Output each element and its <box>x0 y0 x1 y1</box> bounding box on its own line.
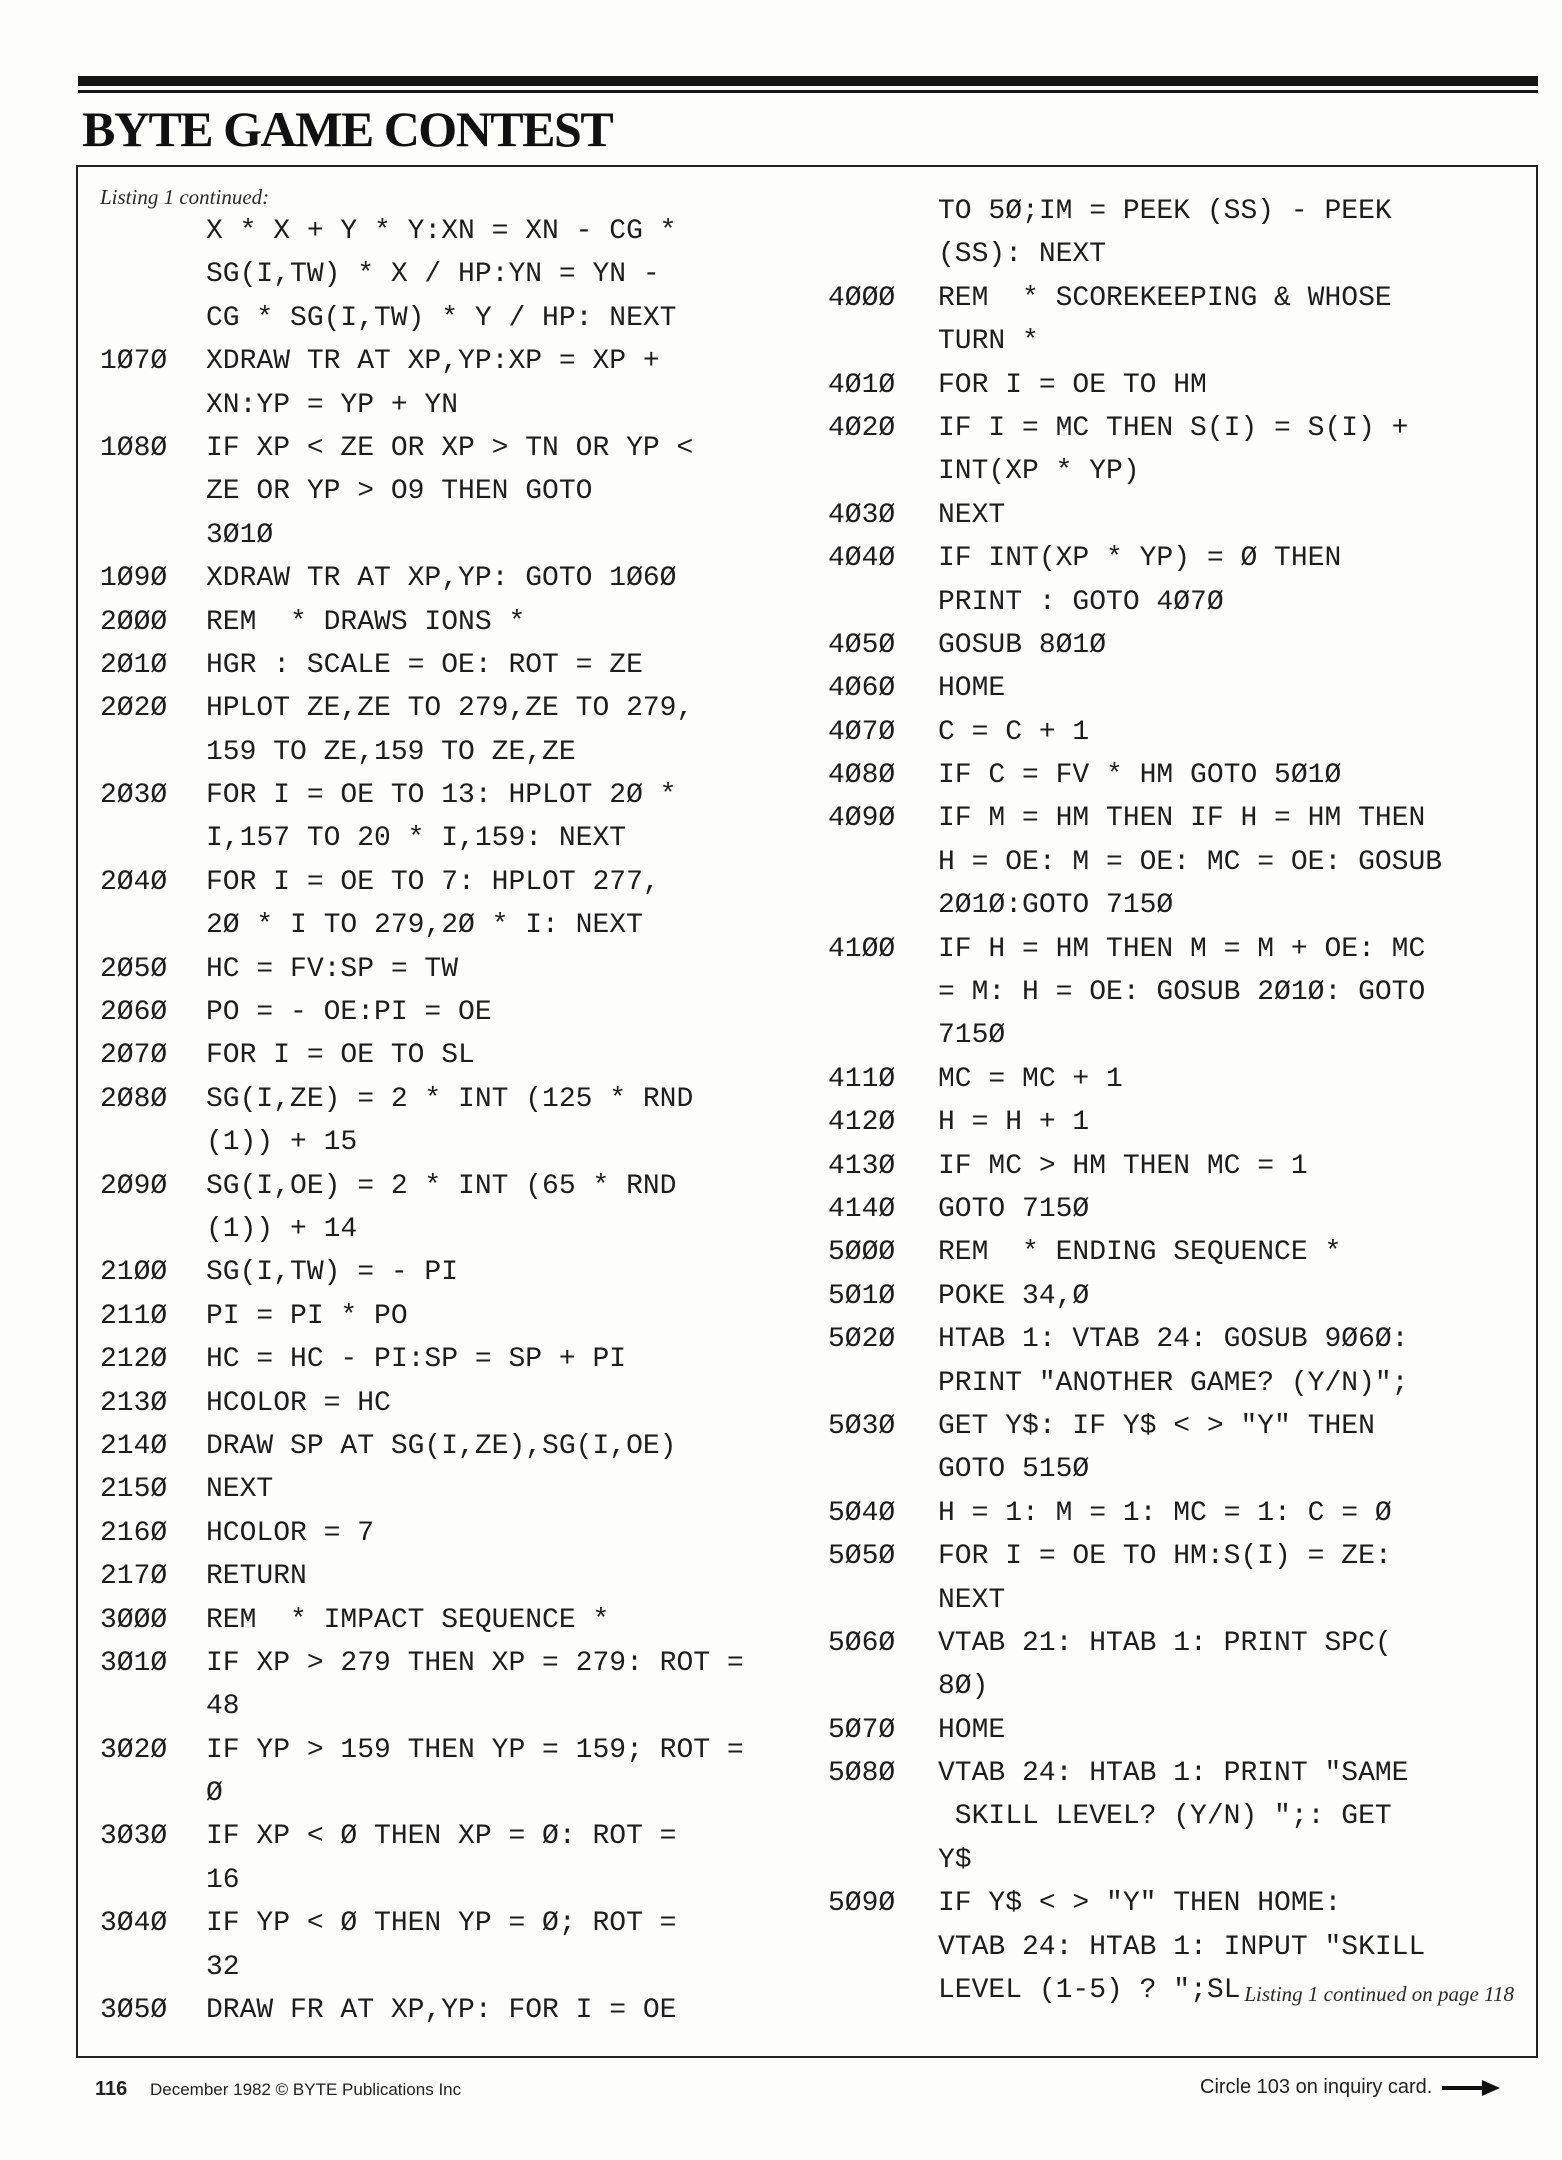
line-number: 2Ø6Ø <box>100 997 168 1029</box>
code-line <box>828 667 1508 710</box>
inquiry-note <box>1200 2076 1500 2099</box>
code-line <box>828 1665 1508 1708</box>
code-line <box>100 384 780 427</box>
code-text: (SS): NEXT <box>938 239 1107 271</box>
code-line <box>828 1752 1508 1795</box>
code-text: H = 1: M = 1: MC = 1: C = Ø <box>938 1497 1392 1529</box>
code-text: INT(XP * YP) <box>938 456 1140 488</box>
code-text: 48 <box>206 1691 240 1723</box>
code-text: HC = FV:SP = TW <box>206 953 459 985</box>
line-number: 413Ø <box>828 1150 896 1182</box>
code-line <box>828 1188 1508 1231</box>
code-line <box>828 581 1508 624</box>
code-text: SG(I,ZE) = 2 * INT (125 * RND <box>206 1083 694 1115</box>
code-line <box>828 1709 1508 1752</box>
code-line <box>100 774 780 817</box>
code-text: NEXT <box>206 1474 274 1506</box>
code-text: 3Ø1Ø <box>206 519 274 551</box>
line-number: 2Ø3Ø <box>100 780 168 812</box>
line-number: 5Ø1Ø <box>828 1280 896 1312</box>
code-line <box>828 971 1508 1014</box>
code-text: IF INT(XP * YP) = Ø THEN <box>938 543 1342 575</box>
code-line <box>100 470 780 513</box>
code-line <box>100 210 780 253</box>
code-text: DRAW SP AT SG(I,ZE),SG(I,OE) <box>206 1430 677 1462</box>
code-line <box>100 1382 780 1425</box>
code-text: IF M = HM THEN IF H = HM THEN <box>938 803 1426 835</box>
code-text: 8Ø) <box>938 1671 989 1703</box>
code-text: HCOLOR = 7 <box>206 1517 375 1549</box>
line-number: 4Ø4Ø <box>828 543 896 575</box>
code-line <box>100 1642 780 1685</box>
code-text: IF C = FV * HM GOTO 5Ø1Ø <box>938 760 1342 792</box>
code-text: VTAB 24: HTAB 1: PRINT "SAME <box>938 1758 1409 1790</box>
line-number: 3Ø3Ø <box>100 1821 168 1853</box>
code-text: FOR I = OE TO HM:S(I) = ZE: <box>938 1541 1392 1573</box>
code-line <box>828 711 1508 754</box>
line-number: 214Ø <box>100 1430 168 1462</box>
line-number: 5Ø5Ø <box>828 1541 896 1573</box>
code-line <box>828 1275 1508 1318</box>
code-text: HC = HC - PI:SP = SP + PI <box>206 1344 627 1376</box>
code-text: MC = MC + 1 <box>938 1063 1123 1095</box>
code-line <box>100 557 780 600</box>
line-number: 4Ø1Ø <box>828 369 896 401</box>
line-number: 4Ø3Ø <box>828 499 896 531</box>
code-line <box>828 1058 1508 1101</box>
code-line <box>100 1859 780 1902</box>
code-text: PO = - OE:PI = OE <box>206 997 492 1029</box>
line-number: 41ØØ <box>828 933 896 965</box>
code-line <box>100 1902 780 1945</box>
code-text: IF XP < ZE OR XP > TN OR YP < <box>206 432 694 464</box>
code-line <box>100 253 780 296</box>
listing-column-left <box>100 210 780 2032</box>
code-line <box>100 817 780 860</box>
listing-label: Listing 1 continued: <box>100 185 270 209</box>
code-line <box>100 644 780 687</box>
code-line <box>100 1815 780 1858</box>
code-text: CG * SG(I,TW) * Y / HP: NEXT <box>206 302 677 334</box>
code-text: IF H = HM THEN M = M + OE: MC <box>938 933 1426 965</box>
code-text: NEXT <box>938 499 1006 531</box>
code-line <box>100 1599 780 1642</box>
code-text: REM * SCOREKEEPING & WHOSE <box>938 282 1392 314</box>
code-line <box>828 1882 1508 1925</box>
code-text: ZE OR YP > O9 THEN GOTO <box>206 476 593 508</box>
line-number: 212Ø <box>100 1344 168 1376</box>
code-text: HOME <box>938 1714 1006 1746</box>
code-text: Y$ <box>938 1844 972 1876</box>
code-text: VTAB 24: HTAB 1: INPUT "SKILL <box>938 1931 1426 1963</box>
code-text: 159 TO ZE,159 TO ZE,ZE <box>206 736 576 768</box>
code-line <box>100 1555 780 1598</box>
code-text: LEVEL (1-5) ? ";SL <box>938 1975 1241 2007</box>
code-line <box>828 928 1508 971</box>
code-text: (1)) + 14 <box>206 1213 358 1245</box>
code-line <box>100 1338 780 1381</box>
code-line <box>828 1231 1508 1274</box>
code-text: 2Ø1Ø:GOTO 715Ø <box>938 890 1174 922</box>
code-line <box>828 797 1508 840</box>
line-number: 4Ø9Ø <box>828 803 896 835</box>
code-text: NEXT <box>938 1584 1006 1616</box>
line-number: 5ØØØ <box>828 1237 896 1269</box>
code-line <box>100 1295 780 1338</box>
inquiry-text: Circle 103 on inquiry card. <box>1200 2076 1433 2098</box>
code-text: GET Y$: IF Y$ < > "Y" THEN <box>938 1410 1375 1442</box>
code-line <box>828 1145 1508 1188</box>
code-line <box>828 1839 1508 1882</box>
code-text: 32 <box>206 1951 240 1983</box>
code-line <box>828 320 1508 363</box>
line-number: 4Ø6Ø <box>828 673 896 705</box>
line-number: 215Ø <box>100 1474 168 1506</box>
line-number: 2Ø9Ø <box>100 1170 168 1202</box>
line-number: 3ØØØ <box>100 1604 168 1636</box>
line-number: 5Ø2Ø <box>828 1324 896 1356</box>
code-text: SKILL LEVEL? (Y/N) ";: GET <box>938 1801 1392 1833</box>
code-text: SG(I,TW) = - PI <box>206 1257 459 1289</box>
code-text: IF XP < Ø THEN XP = Ø: ROT = <box>206 1821 677 1853</box>
line-number: 5Ø6Ø <box>828 1627 896 1659</box>
line-number: 216Ø <box>100 1517 168 1549</box>
line-number: 3Ø1Ø <box>100 1647 168 1679</box>
code-line <box>100 427 780 470</box>
code-text: TURN * <box>938 326 1039 358</box>
line-number: 4Ø5Ø <box>828 629 896 661</box>
code-text: FOR I = OE TO 13: HPLOT 2Ø * <box>206 780 677 812</box>
code-line <box>828 754 1508 797</box>
code-text: IF YP > 159 THEN YP = 159; ROT = <box>206 1734 744 1766</box>
code-text: C = C + 1 <box>938 716 1090 748</box>
line-number: 4Ø2Ø <box>828 412 896 444</box>
code-text: PRINT : GOTO 4Ø7Ø <box>938 586 1224 618</box>
code-line <box>828 537 1508 580</box>
code-text: IF YP < Ø THEN YP = Ø; ROT = <box>206 1908 677 1940</box>
code-line <box>828 407 1508 450</box>
code-text: XDRAW TR AT XP,YP: GOTO 1Ø6Ø <box>206 563 677 595</box>
publication-line: December 1982 © BYTE Publications Inc <box>150 2080 462 2099</box>
code-line <box>100 297 780 340</box>
code-line <box>828 1014 1508 1057</box>
code-line <box>100 1729 780 1772</box>
line-number: 1Ø7Ø <box>100 346 168 378</box>
code-line <box>828 1579 1508 1622</box>
code-line <box>100 1772 780 1815</box>
line-number: 3Ø2Ø <box>100 1734 168 1766</box>
code-text: HGR : SCALE = OE: ROT = ZE <box>206 649 643 681</box>
code-line <box>828 1101 1508 1144</box>
code-line <box>828 1405 1508 1448</box>
code-line <box>828 1448 1508 1491</box>
code-text: HTAB 1: VTAB 24: GOSUB 9Ø6Ø: <box>938 1324 1409 1356</box>
line-number: 412Ø <box>828 1107 896 1139</box>
code-text: IF I = MC THEN S(I) = S(I) + <box>938 412 1409 444</box>
code-line <box>828 1926 1508 1969</box>
code-text: HCOLOR = HC <box>206 1387 391 1419</box>
code-line <box>100 1078 780 1121</box>
code-text: = M: H = OE: GOSUB 2Ø1Ø: GOTO <box>938 977 1426 1009</box>
code-text: 2Ø * I TO 279,2Ø * I: NEXT <box>206 910 643 942</box>
line-number: 4ØØØ <box>828 282 896 314</box>
header-rule-thick <box>78 76 1538 86</box>
line-number: 2Ø8Ø <box>100 1083 168 1115</box>
code-line <box>100 1946 780 1989</box>
code-text: X * X + Y * Y:XN = XN - CG * <box>206 216 677 247</box>
code-line <box>100 1208 780 1251</box>
line-number: 5Ø8Ø <box>828 1758 896 1790</box>
line-number: 5Ø4Ø <box>828 1497 896 1529</box>
header-rule-thin <box>78 90 1538 93</box>
line-number: 21ØØ <box>100 1257 168 1289</box>
code-text: I,157 TO 20 * I,159: NEXT <box>206 823 627 855</box>
code-text: PI = PI * PO <box>206 1300 408 1332</box>
code-text: GOTO 715Ø <box>938 1193 1090 1225</box>
code-text: IF Y$ < > "Y" THEN HOME: <box>938 1888 1342 1920</box>
line-number: 2Ø1Ø <box>100 649 168 681</box>
line-number: 1Ø8Ø <box>100 432 168 464</box>
code-line <box>828 494 1508 537</box>
code-text: FOR I = OE TO 7: HPLOT 277, <box>206 866 660 898</box>
code-line <box>828 841 1508 884</box>
line-number: 2Ø7Ø <box>100 1040 168 1072</box>
line-number: 4Ø8Ø <box>828 760 896 792</box>
code-text: IF MC > HM THEN MC = 1 <box>938 1150 1308 1182</box>
code-line <box>100 514 780 557</box>
code-line <box>828 1318 1508 1361</box>
continued-note: Listing 1 continued on page 118 <box>1244 1982 1514 2006</box>
line-number: 5Ø9Ø <box>828 1888 896 1920</box>
code-line <box>828 364 1508 407</box>
code-text: TO 5Ø;IM = PEEK (SS) - PEEK <box>938 196 1392 227</box>
code-line <box>100 1512 780 1555</box>
code-line <box>828 884 1508 927</box>
code-text: REM * ENDING SEQUENCE * <box>938 1237 1342 1269</box>
line-number: 213Ø <box>100 1387 168 1419</box>
listing-column-right <box>828 190 1508 2012</box>
code-line <box>828 1795 1508 1838</box>
code-line <box>100 340 780 383</box>
code-line <box>828 450 1508 493</box>
line-number: 2Ø5Ø <box>100 953 168 985</box>
code-line <box>100 601 780 644</box>
line-number: 217Ø <box>100 1561 168 1593</box>
page-number: 116 <box>95 2078 128 2100</box>
line-number: 3Ø4Ø <box>100 1908 168 1940</box>
code-text: 715Ø <box>938 1020 1006 1052</box>
code-text: SG(I,TW) * X / HP:YN = YN - <box>206 259 660 291</box>
code-text: XDRAW TR AT XP,YP:XP = XP + <box>206 346 660 378</box>
code-text: XN:YP = YP + YN <box>206 389 459 421</box>
code-line <box>100 948 780 991</box>
code-text: H = OE: M = OE: MC = OE: GOSUB <box>938 846 1443 878</box>
code-line <box>100 1468 780 1511</box>
code-line <box>828 1622 1508 1665</box>
code-line <box>100 991 780 1034</box>
code-line <box>828 190 1508 233</box>
code-line <box>100 904 780 947</box>
code-text: 16 <box>206 1864 240 1896</box>
code-text: DRAW FR AT XP,YP: FOR I = OE <box>206 1995 677 2027</box>
code-line <box>828 624 1508 667</box>
code-text: REM * IMPACT SEQUENCE * <box>206 1604 610 1636</box>
code-line <box>100 731 780 774</box>
line-number: 1Ø9Ø <box>100 563 168 595</box>
line-number: 4Ø7Ø <box>828 716 896 748</box>
code-text: REM * DRAWS IONS * <box>206 606 526 638</box>
code-text: SG(I,OE) = 2 * INT (65 * RND <box>206 1170 677 1202</box>
code-line <box>100 1989 780 2032</box>
code-text: H = H + 1 <box>938 1107 1090 1139</box>
code-line <box>828 1362 1508 1405</box>
code-text: FOR I = OE TO SL <box>206 1040 475 1072</box>
code-line <box>828 277 1508 320</box>
code-text: POKE 34,Ø <box>938 1280 1090 1312</box>
code-text: GOTO 515Ø <box>938 1454 1090 1486</box>
code-text: HPLOT ZE,ZE TO 279,ZE TO 279, <box>206 693 694 725</box>
code-text: HOME <box>938 673 1006 705</box>
code-line <box>828 1492 1508 1535</box>
line-number: 5Ø7Ø <box>828 1714 896 1746</box>
section-title: BYTE GAME CONTEST <box>82 101 613 157</box>
code-line <box>100 1121 780 1164</box>
code-line <box>100 1685 780 1728</box>
arrow-right-icon <box>1442 2078 1500 2098</box>
line-number: 211Ø <box>100 1300 168 1332</box>
code-line <box>100 687 780 730</box>
code-line <box>100 1251 780 1294</box>
code-text: (1)) + 15 <box>206 1127 358 1159</box>
code-line <box>100 1165 780 1208</box>
line-number: 2Ø4Ø <box>100 866 168 898</box>
line-number: 3Ø5Ø <box>100 1995 168 2027</box>
code-line <box>100 861 780 904</box>
line-number: 411Ø <box>828 1063 896 1095</box>
code-text: IF XP > 279 THEN XP = 279: ROT = <box>206 1647 744 1679</box>
code-line <box>100 1425 780 1468</box>
code-line <box>828 233 1508 276</box>
line-number: 2ØØØ <box>100 606 168 638</box>
line-number: 5Ø3Ø <box>828 1410 896 1442</box>
code-text: RETURN <box>206 1561 307 1593</box>
page-footer <box>95 2078 461 2101</box>
code-text: Ø <box>206 1778 223 1810</box>
code-line <box>100 1034 780 1077</box>
code-text: FOR I = OE TO HM <box>938 369 1207 401</box>
code-line <box>828 1535 1508 1578</box>
code-text: PRINT "ANOTHER GAME? (Y/N)"; <box>938 1367 1409 1399</box>
line-number: 414Ø <box>828 1193 896 1225</box>
code-text: VTAB 21: HTAB 1: PRINT SPC( <box>938 1627 1392 1659</box>
line-number: 2Ø2Ø <box>100 693 168 725</box>
code-text: GOSUB 8Ø1Ø <box>938 629 1107 661</box>
